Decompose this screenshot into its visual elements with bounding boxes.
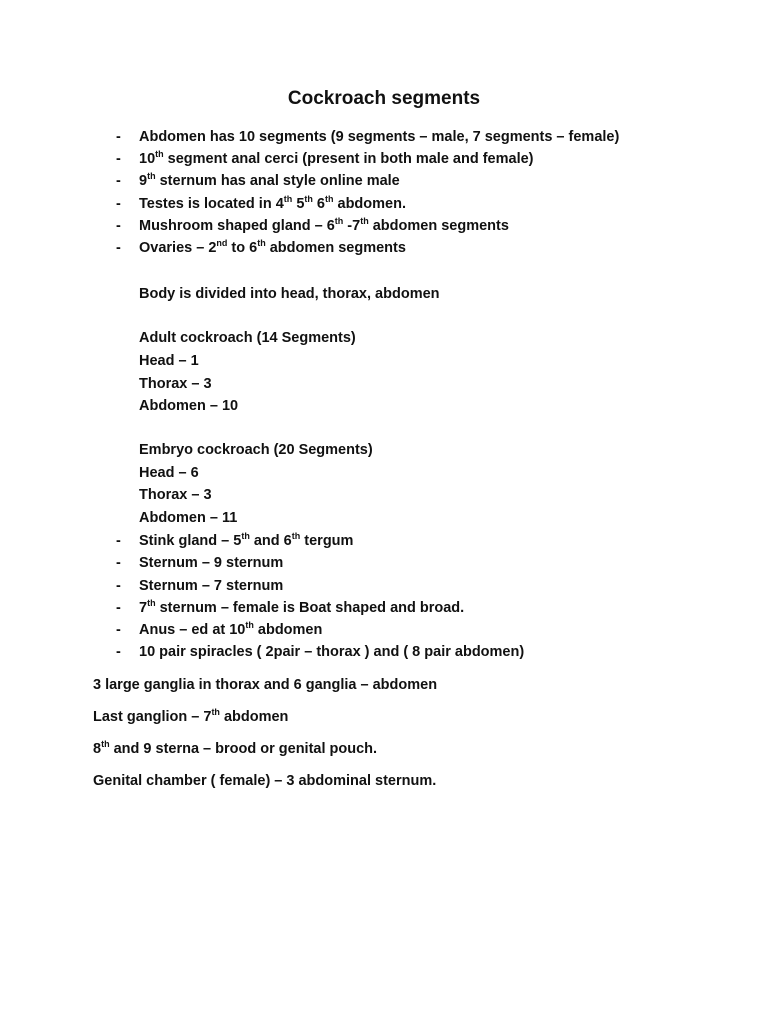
list-item (139, 127, 619, 147)
bullet-dash: - (116, 129, 121, 145)
bullet-dash: - (116, 173, 121, 189)
text-run: 3 large ganglia in thorax and 6 ganglia – abdomen (93, 677, 438, 693)
body-divided-text: Body is divided into head, thorax, abdomen (139, 286, 440, 302)
text-run: 10 pair spiracles ( 2pair – thorax ) and ( 8 pair abdomen) (139, 644, 525, 660)
paragraph (93, 707, 288, 727)
superscript: th (360, 216, 369, 227)
superscript: th (241, 531, 250, 542)
text-run: Sternum – 7 sternum (139, 578, 284, 594)
bullet-dash: - (116, 533, 121, 549)
bullet-dash: - (116, 622, 121, 638)
text-run: to 6 (227, 240, 258, 256)
text-run: Anus – ed at 10 (139, 622, 246, 638)
bullet-dash: - (116, 600, 121, 616)
text-run: 10 (139, 151, 156, 167)
superscript: th (334, 216, 344, 227)
adult-thorax: Thorax – 3 (139, 376, 212, 392)
superscript: th (324, 194, 334, 205)
text-run: Testes is located in 4 (139, 196, 284, 212)
bullet-dash: - (116, 218, 121, 234)
superscript: th (304, 194, 313, 205)
list-item (139, 238, 406, 258)
text-run: Abdomen has 10 segments (9 segments – male, 7 segments – female) (139, 129, 620, 145)
text-run: Mushroom shaped gland – 6 (139, 218, 335, 234)
paragraph (93, 771, 436, 791)
bullet-dash: - (116, 578, 121, 594)
embryo-head: Head – 6 (139, 465, 199, 481)
embryo-heading: Embryo cockroach (20 Segments) (139, 442, 373, 458)
text-run: Ovaries – 2 (139, 240, 217, 256)
bullet-dash: - (116, 555, 121, 571)
page-title: Cockroach segments (287, 88, 481, 109)
text-run: Last ganglion – 7 (93, 709, 212, 725)
bullet-dash: - (116, 644, 121, 660)
superscript: th (155, 149, 164, 160)
list-item (139, 216, 509, 236)
text-run: abdomen (253, 622, 323, 638)
text-run: tergum (300, 533, 354, 549)
superscript: th (211, 707, 220, 718)
text-run: abdomen segments (368, 218, 509, 234)
text-run: 6 (312, 196, 325, 212)
text-run: and 6 (249, 533, 292, 549)
superscript: th (101, 739, 110, 750)
superscript: th (245, 620, 254, 631)
text-run: Genital chamber ( female) – 3 abdominal sternum. (93, 773, 437, 789)
superscript: th (147, 598, 156, 609)
text-run: -7 (343, 218, 361, 234)
text-run: abdomen segments (265, 240, 406, 256)
list-item (139, 620, 322, 640)
list-item (139, 531, 353, 551)
text-run: 9 (139, 173, 148, 189)
text-run: abdomen (219, 709, 289, 725)
list-item (139, 149, 534, 169)
text-run: abdomen. (333, 196, 406, 212)
text-run: sternum – female is Boat shaped and broad. (155, 600, 465, 616)
embryo-thorax: Thorax – 3 (139, 487, 212, 503)
list-item (139, 553, 283, 573)
list-item (139, 598, 464, 618)
text-run: and 9 sterna – brood or genital pouch. (109, 741, 378, 757)
list-item (139, 576, 283, 596)
superscript: th (283, 194, 293, 205)
adult-head: Head – 1 (139, 353, 199, 369)
bullet-dash: - (116, 151, 121, 167)
superscript: nd (216, 238, 228, 249)
text-run: Sternum – 9 sternum (139, 555, 284, 571)
list-item (139, 194, 406, 214)
embryo-abdomen: Abdomen – 11 (139, 510, 238, 526)
adult-abdomen: Abdomen – 10 (139, 398, 239, 414)
superscript: th (147, 171, 156, 182)
text-run: Stink gland – 5 (139, 533, 242, 549)
text-run: sternum has anal style online male (155, 173, 400, 189)
bullet-dash: - (116, 196, 121, 212)
list-item (139, 171, 400, 191)
list-item (139, 642, 524, 662)
text-run: 5 (292, 196, 305, 212)
bullet-dash: - (116, 240, 121, 256)
superscript: th (257, 238, 266, 249)
superscript: th (291, 531, 301, 542)
adult-heading: Adult cockroach (14 Segments) (139, 330, 356, 346)
text-run: segment anal cerci (present in both male and female) (163, 151, 534, 167)
paragraph (93, 739, 377, 759)
text-run: 7 (139, 600, 148, 616)
paragraph (93, 675, 437, 695)
text-run: 8 (93, 741, 102, 757)
